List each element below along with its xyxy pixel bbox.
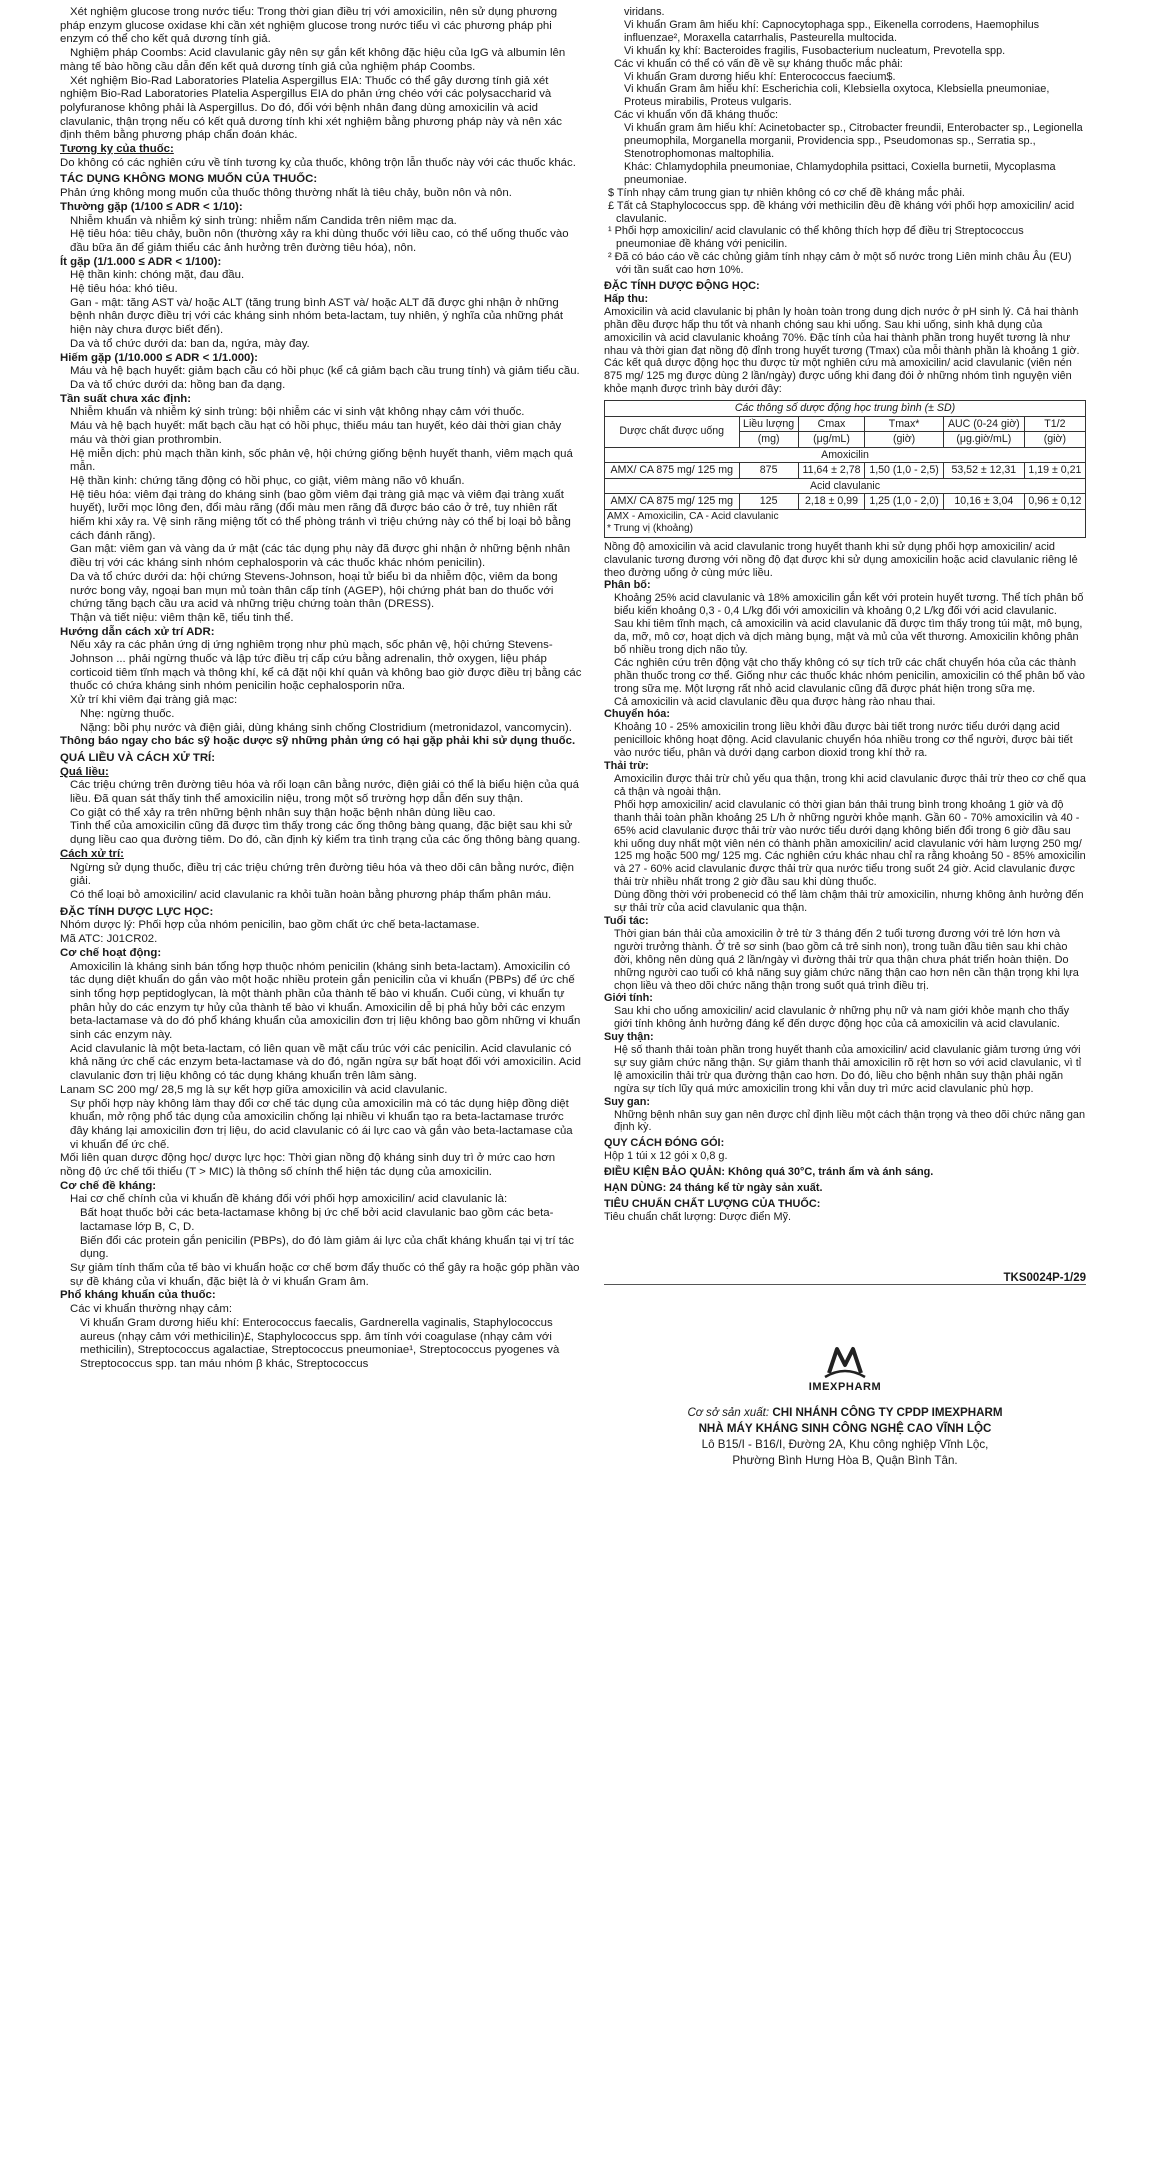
paragraph: Nồng độ amoxicilin và acid clavulanic trong huyết thanh khi sử dụng phối hợp amoxicilin/ acid clavulanic tương đương với nồng độ đạt được khi sử dụng amoxicilin hoặc acid clavulanic riêng lẻ theo đường uống ở cùng mức liều.	[604, 540, 1078, 579]
section-heading: Hướng dẫn cách xử trí ADR:	[60, 625, 215, 638]
paragraph: Hệ tiêu hóa: khó tiêu.	[70, 283, 178, 296]
paragraph: Ngừng sử dụng thuốc, điều trị các triệu chứng trên đường tiêu hóa và theo dõi cân bằng nước, điện giải.	[70, 861, 574, 888]
section-heading: ĐIỀU KIỆN BẢO QUẢN: Không quá 30°C, tránh ẩm và ánh sáng.	[604, 1166, 934, 1179]
table-caption: Các thông số dược động học trung bình (± SD)	[605, 401, 1086, 417]
paragraph: Máu và hệ bạch huyết: mất bạch cầu hạt có hồi phục, thiếu máu tan huyết, kéo dài thời gian chảy máu và thời gian prothrombin.	[70, 420, 562, 446]
paragraph: Các vi khuẩn có thể có vấn đề về sự kháng thuốc mắc phải:	[614, 57, 903, 70]
cell-thalf: 0,96 ± 0,12	[1024, 494, 1085, 510]
section-heading: Giới tính:	[604, 992, 653, 1005]
cell-dose: 125	[739, 494, 798, 510]
paragraph: Xét nghiệm Bio-Rad Laboratories Platelia Aspergillus EIA: Thuốc có thể gây dương tính giả xét nghiệm Bio-Rad Laboratories Platelia Aspergillus EIA do phản ứng chéo với các polysaccharid và polyfuranose không phải là Aspergillus. Do đó, đối với bệnh nhân đang dùng amoxicilin và acid clavulanic, thận trọng nếu có kết quả dương tính khi xét nghiệm bằng phương pháp này và nên xác định thêm bằng phương pháp chẩn đoán khác.	[60, 74, 562, 142]
cell-tmax: 1,25 (1,0 - 2,0)	[865, 494, 944, 510]
header-thalf: T1/2	[1024, 416, 1085, 432]
paragraph: Sự giảm tính thấm của tế bào vi khuẩn hoặc cơ chế bơm đẩy thuốc có thể gây ra hoặc góp phần vào sự đề kháng của vi khuẩn, đặc biệt là ở vi khuẩn Gram âm.	[70, 1261, 580, 1288]
group-amoxicilin: Amoxicilin	[605, 447, 1086, 463]
section-heading: Phổ kháng khuẩn của thuốc:	[60, 1289, 216, 1302]
cell-thalf: 1,19 ± 0,21	[1024, 463, 1085, 479]
paragraph: Nhẹ: ngừng thuốc.	[80, 707, 175, 720]
paragraph: Nặng: bồi phụ nước và điện giải, dùng kháng sinh chống Clostridium (metronidazol, vancomycin).	[80, 721, 572, 734]
paragraph: Vi khuẩn Gram dương hiếu khí: Enterococcus faecium$.	[624, 70, 896, 83]
paragraph: Hệ tiêu hóa: viêm đại tràng do kháng sinh (bao gồm viêm đại tràng giả mạc và viêm đại tràng xuất huyết), lưỡi mọc lông đen, đổi màu răng (đổi màu men răng đã được báo cáo ở trẻ, tuy nhiên rất hiếm khi xảy ra. Vệ sinh răng miệng tốt có thể phòng tránh vì triệu chứng này có thể bị loại bỏ bằng cách đánh răng).	[70, 488, 571, 542]
paragraph: Vi khuẩn gram âm hiếu khí: Acinetobacter sp., Citrobacter freundii, Enterobacter sp., Legionella pneumophila, Morganella morganii, Providencia spp., Pseudomonas sp., Serratia sp., Stenotrophomonas maltophilia.	[624, 122, 1083, 160]
section-heading: Hấp thu:	[604, 292, 649, 305]
address-line-2: Phường Bình Hưng Hòa B, Quận Bình Tân.	[732, 1453, 958, 1467]
unit-thalf: (giờ)	[1024, 432, 1085, 448]
paragraph: Sau khi cho uống amoxicilin/ acid clavulanic ở những phụ nữ và nam giới khỏe mạnh cho thấy giới tính không ảnh hưởng đáng kể đến dược động học của cả amoxicilin và acid clavulanic.	[614, 1005, 1070, 1031]
section-heading: Suy gan:	[604, 1095, 650, 1108]
paragraph: Biến đổi các protein gắn penicilin (PBPs), do đó làm giảm ái lực của chất kháng khuẩn tại vị trí tác dụng.	[80, 1234, 574, 1261]
paragraph: Nhiễm khuẩn và nhiễm ký sinh trùng: bội nhiễm các vi sinh vật không nhạy cảm với thuốc.	[70, 406, 525, 419]
paragraph: Hai cơ chế chính của vi khuẩn đề kháng đối với phối hợp amoxicilin/ acid clavulanic là:	[70, 1193, 508, 1206]
brand-name: IMEXPHARM	[808, 1380, 882, 1393]
footnote: ¹ Phối hợp amoxicilin/ acid clavulanic có thể không thích hợp để điều trị Streptococcus pneumoniae đề kháng với penicilin.	[608, 225, 1024, 251]
paragraph: Vi khuẩn Gram dương hiếu khí: Enterococcus faecalis, Gardnerella vaginalis, Staphylococcus aureus (nhạy cảm với methicilin)£, Staphylococcus spp. âm tính với coagulase (nhạy cảm với methicilin), Streptococcus agalactiae, Streptococcus pneumoniae¹, Streptococcus pyogenes và Streptococcus spp. tan máu nhóm β khác, Streptococcus	[80, 1316, 560, 1370]
paragraph: Do không có các nghiên cứu về tính tương kỵ của thuốc, không trộn lẫn thuốc này với các thuốc khác.	[60, 156, 576, 169]
paragraph: Các vi khuẩn vốn đã kháng thuốc:	[614, 109, 779, 122]
paragraph: Khoảng 25% acid clavulanic và 18% amoxicilin gắn kết với protein huyết tương. Thể tích phân bố biểu kiến khoảng 0,3 - 0,4 L/kg đối với amoxicilin và khoảng 0,2 L/kg đối với acid clavulanic.	[614, 592, 1084, 618]
cell-auc: 10,16 ± 3,04	[943, 494, 1024, 510]
cell-cmax: 2,18 ± 0,99	[798, 494, 865, 510]
paragraph: Cả amoxicilin và acid clavulanic đều qua được hàng rào nhau thai.	[614, 695, 936, 708]
paragraph: Các triệu chứng trên đường tiêu hóa và rối loạn cân bằng nước, điện giải có thể là biểu hiện của quá liều. Đã quan sát thấy tinh thể amoxicilin niệu, trong một số trường hợp dẫn đến suy thận.	[70, 779, 579, 806]
imexpharm-logo	[604, 1343, 1086, 1393]
cell-tmax: 1,50 (1,0 - 2,5)	[865, 463, 944, 479]
paragraph: Co giật có thể xảy ra trên những bệnh nhân suy thận hoặc bệnh nhân dùng liều cao.	[70, 806, 496, 819]
divider	[604, 1284, 1086, 1285]
section-heading: Suy thận:	[604, 1031, 654, 1044]
paragraph: Vi khuẩn Gram âm hiếu khí: Escherichia coli, Klebsiella oxytoca, Klebsiella pneumoniae, Proteus mirabilis, Proteus vulgaris.	[624, 83, 1050, 109]
paragraph: Vi khuẩn kỵ khí: Bacteroides fragilis, Fusobacterium nucleatum, Prevotella spp.	[624, 44, 1006, 57]
paragraph: Các nghiên cứu trên động vật cho thấy không có sự tích trữ các chất chuyển hóa của các thành phần thuốc trong cơ thể. Giống như các thuốc khác nhóm penicilin, amoxicilin có thể phân bố vào trong sữa mẹ. Một lượng rất nhỏ acid clavulanic cũng đã được phát hiện trong sữa mẹ.	[614, 656, 1085, 695]
document-code: TKS0024P-1/29	[1003, 1271, 1086, 1284]
factory-name: NHÀ MÁY KHÁNG SINH CÔNG NGHỆ CAO VĨNH LỘC	[698, 1421, 992, 1435]
paragraph: Hộp 1 túi x 12 gói x 0,8 g.	[604, 1150, 728, 1163]
group-clavulanic: Acid clavulanic	[605, 478, 1086, 494]
table-notes	[605, 509, 1086, 537]
cell-dose: 875	[739, 463, 798, 479]
paragraph: Xử trí khi viêm đại tràng giả mạc:	[70, 694, 238, 707]
section-heading: Tần suất chưa xác định:	[60, 392, 192, 405]
section-heading: Thường gặp (1/100 ≤ ADR < 1/10):	[60, 200, 243, 213]
paragraph: Amoxicilin là kháng sinh bán tổng hợp thuộc nhóm penicilin (kháng sinh beta-lactam). Amoxicilin có tác dụng diệt khuẩn do gắn vào một hoặc nhiều protein gắn penicilin của vi khuẩn (PBPs) để ức chế sinh tổng hợp peptidoglycan, là một thành phần của thành tế bào vi khuẩn. Cuối cùng, vi khuẩn tự phân hủy do các enzym tự hủy của thành tế bào vi khuẩn. Amoxicilin dễ bị phá hủy bởi các enzym beta-lactamase và do đó phổ kháng khuẩn của amoxicilin đơn trị liệu không bao gồm những vi khuẩn sinh các enzym này.	[70, 960, 581, 1042]
subsection-heading: Cách xử trí:	[60, 847, 124, 860]
table-row	[605, 463, 1086, 479]
paragraph: Nếu xảy ra các phản ứng dị ứng nghiêm trọng như phù mạch, sốc phản vệ, hội chứng Stevens-Johnson ... phải ngừng thuốc và lập tức điều trị cấp cứu bằng adrenalin, thở oxygen, liệu pháp corticoid tiêm tĩnh mạch và thông khí, kể cả đặt nội khí quản và không bao giờ được điều trị bằng các thuốc có chứa kháng sinh nhóm penicilin hoặc cephalosporin nữa.	[70, 639, 582, 693]
paragraph: Nhiễm khuẩn và nhiễm ký sinh trùng: nhiễm nấm Candida trên niêm mạc da.	[70, 214, 457, 227]
cell-drug: AMX/ CA 875 mg/ 125 mg	[605, 463, 740, 479]
section-heading: HẠN DÙNG: 24 tháng kể từ ngày sản xuất.	[604, 1182, 823, 1195]
section-heading: ĐẶC TÍNH DƯỢC ĐỘNG HỌC:	[604, 280, 760, 293]
paragraph: Các kết quả dược động học thu được từ một nghiên cứu mà amoxicilin/ acid clavulanic (viên nén 875 mg/ 125 mg được dùng 2 lần/ngày) được uống khi đang đói ở những nhóm tình nguyện viên khỏe mạnh được trình bày dưới đây:	[604, 357, 1072, 396]
paragraph: Acid clavulanic là một beta-lactam, có liên quan về mặt cấu trúc với các penicilin. Acid clavulanic có khả năng ức chế các enzym beta-lactamase và do đó, ngăn ngừa sự bất hoạt đối với amoxicilin. Acid clavulanic đơn trị liệu không có tác dụng kháng khuẩn trên lâm sàng.	[70, 1042, 581, 1083]
paragraph: Amoxicilin và acid clavulanic bị phân ly hoàn toàn trong dung dịch nước ở pH sinh lý. Cả hai thành phần đều được hấp thu tốt và nhanh chóng sau khi uống. Sau khi uống, sinh khả dụng của amoxicilin và acid clavulanic khoảng 70%. Đặc tính của hai thành phần trong huyết tương là như nhau và thời gian đạt nồng độ đỉnh trong huyết tương (Tmax) của mỗi thành phần là khoảng 1 giờ.	[604, 305, 1080, 357]
paragraph: Hệ miễn dịch: phù mạch thần kinh, sốc phản vệ, hội chứng giống bệnh huyết thanh, viêm mạch quá mẫn.	[70, 447, 573, 474]
subsection-heading: Tương kỵ của thuốc:	[60, 143, 174, 156]
paragraph: Tinh thể của amoxicilin cũng đã được tìm thấy trong các ống thông bàng quang, đặc biệt sau khi sử dụng liều cao qua đường tiêm. Do đó, cần định kỳ kiểm tra tình trạng của các ống thông bàng quang.	[70, 820, 581, 847]
unit-auc: (μg.giờ/mL)	[943, 432, 1024, 448]
section-heading: TÁC DỤNG KHÔNG MONG MUỐN CỦA THUỐC:	[60, 173, 318, 186]
pharmacokinetic-table	[604, 400, 1086, 538]
paragraph: Hệ tiêu hóa: tiêu chảy, buồn nôn (thường xảy ra khi dùng thuốc với liều cao, có thể uống thuốc vào đầu bữa ăn để giảm thiểu các ảnh hưởng trên đường tiêu hóa), nôn.	[70, 228, 569, 254]
left-column	[60, 6, 582, 1372]
header-dose: Liều lượng	[739, 416, 798, 432]
cell-auc: 53,52 ± 12,31	[943, 463, 1024, 479]
paragraph: Gan mật: viêm gan và vàng da ứ mật (các tác dụng phụ này đã được ghi nhận ở những bệnh nhân điều trị với các kháng sinh nhóm cephalosporin và các thuốc khác nhóm penicilin).	[70, 543, 571, 570]
section-heading: Chuyển hóa:	[604, 708, 670, 721]
footnote: ² Đã có báo cáo về các chủng giảm tính nhạy cảm ở một số nước trong Liên minh châu Âu (EU) với tần suất cao hơn 10%.	[608, 251, 1072, 277]
right-column-top	[604, 6, 1086, 396]
header-tmax: Tmax*	[865, 416, 944, 432]
unit-tmax: (giờ)	[865, 432, 944, 448]
right-column-bottom	[604, 541, 1086, 1224]
paragraph: Các vi khuẩn thường nhạy cảm:	[70, 1303, 232, 1316]
cell-drug: AMX/ CA 875 mg/ 125 mg	[605, 494, 740, 510]
paragraph: Tiêu chuẩn chất lượng: Dược điển Mỹ.	[604, 1210, 792, 1223]
paragraph: Thận và tiết niệu: viêm thận kẽ, tiểu tinh thể.	[70, 611, 294, 624]
imexpharm-logo-icon	[819, 1343, 871, 1381]
paragraph: Mối liên quan dược động học/ dược lực học: Thời gian nồng độ kháng sinh duy trì ở mức cao hơn nồng độ ức chế tối thiểu (T > MIC) là thông số chính thể hiện tác dụng của amoxicilin.	[60, 1152, 556, 1179]
manufacturer-name: CHI NHÁNH CÔNG TY CPDP IMEXPHARM	[772, 1405, 1003, 1419]
section-heading: Ít gặp (1/1.000 ≤ ADR < 1/100):	[60, 255, 222, 268]
paragraph: Hệ thần kinh: chứng tăng động có hồi phục, co giật, viêm màng não vô khuẩn.	[70, 474, 465, 487]
cell-cmax: 11,64 ± 2,78	[798, 463, 865, 479]
paragraph: Khoảng 10 - 25% amoxicilin trong liều khởi đầu được bài tiết trong nước tiểu dưới dạng acid penicilloic không hoạt động. Acid clavulanic chuyển hóa nhiều trong cơ thể người, được bài tiết vào nước tiểu, phân và dưới dạng carbon dioxid trong khí thở ra.	[614, 721, 1073, 760]
manufacturer-label: Cơ sở sản xuất:	[687, 1405, 770, 1419]
paragraph: Dùng đồng thời với probenecid có thể làm chậm thải trừ amoxicilin, nhưng không ảnh hưởng đến sự thải trừ của acid clavulanic qua thận.	[614, 889, 1084, 915]
paragraph: viridans.	[624, 6, 665, 18]
section-heading: Phân bố:	[604, 579, 651, 592]
section-heading: Tuổi tác:	[604, 914, 649, 927]
paragraph: Da và tổ chức dưới da: hồng ban đa dạng.	[70, 378, 286, 391]
section-heading: Thông báo ngay cho bác sỹ hoặc dược sỹ những phản ứng có hại gặp phải khi sử dụng thuốc.	[60, 735, 576, 748]
paragraph: Amoxicilin được thải trừ chủ yếu qua thận, trong khi acid clavulanic được thải trừ theo cơ chế qua cả thận và ngoài thận.	[614, 773, 1086, 798]
right-column	[604, 6, 1086, 1469]
paragraph: Hệ số thanh thải toàn phần trong huyết thanh của amoxicilin/ acid clavulanic giảm tương ứng với sự suy giảm chức năng thận. Sự giảm thanh thải amoxicilin rõ rệt hơn so với acid clavulanic, vì tỉ lệ amoxicilin thải trừ qua đường thận cao hơn. Do đó, liều cho bệnh nhân suy thận phải ngăn ngừa sự tích lũy quá mức amoxicilin trong khi vẫn duy trì mức acid clavulanic phù hợp.	[614, 1044, 1082, 1095]
paragraph: Vi khuẩn Gram âm hiếu khí: Capnocytophaga spp., Eikenella corrodens, Haemophilus influenzae², Moraxella catarrhalis, Pasteurella multocida.	[624, 18, 1040, 44]
section-heading: Hiếm gặp (1/10.000 ≤ ADR < 1/1.000):	[60, 351, 258, 364]
unit-cmax: (μg/mL)	[798, 432, 865, 448]
table-note-median: * Trung vị (khoảng)	[607, 523, 694, 535]
header-auc: AUC (0-24 giờ)	[943, 416, 1024, 432]
section-heading: QUÁ LIỀU VÀ CÁCH XỬ TRÍ:	[60, 751, 215, 764]
section-heading: Thải trừ:	[604, 760, 649, 773]
paragraph: Có thể loại bỏ amoxicilin/ acid clavulanic ra khỏi tuần hoàn bằng phương pháp thẩm phân máu.	[70, 889, 552, 901]
paragraph: Phản ứng không mong muốn của thuốc thông thường nhất là tiêu chảy, buồn nôn và nôn.	[60, 187, 512, 200]
section-heading: Cơ chế hoạt động:	[60, 946, 162, 959]
manufacturer-block	[604, 1405, 1086, 1469]
paragraph: Lanam SC 200 mg/ 28,5 mg là sự kết hợp giữa amoxicilin và acid clavulanic.	[60, 1083, 448, 1096]
table-note-abbrev: AMX - Amoxicilin, CA - Acid clavulanic	[607, 510, 779, 522]
paragraph: Hệ thần kinh: chóng mặt, đau đầu.	[70, 269, 245, 282]
header-cmax: Cmax	[798, 416, 865, 432]
paragraph: Xét nghiệm glucose trong nước tiểu: Trong thời gian điều trị với amoxicilin, nên sử dụng phương pháp enzym glucose oxidase khi cần xét nghiệm glucose trong nước tiểu vì các phương pháp phi enzym có thể cho kết quả dương tính giả.	[60, 6, 558, 46]
paragraph: Sau khi tiêm tĩnh mạch, cả amoxicilin và acid clavulanic đã được tìm thấy trong túi mật, mô bụng, da, mỡ, mô cơ, hoạt dịch và dịch màng bụng, mật và mủ của vết thương. Amoxicilin không phân bố nhiều trong dịch não tủy.	[614, 618, 1083, 656]
paragraph: Phối hợp amoxicilin/ acid clavulanic có thời gian bán thải trung bình trong khoảng 1 giờ và độ thanh thải toàn phần khoảng 25 L/h ở những người khỏe mạnh. Gần 60 - 70% amoxicilin và 40 - 65% acid clavulanic được thải trừ vào nước tiểu dưới dạng không biến đổi trong 6 giờ đầu sau khi uống duy nhất một viên nén có thành phần amoxicilin/ acid clavulanic với hàm lượng 250 mg/ 125 mg hoặc 500 mg/ 125 mg. Các nghiên cứu khác nhau chỉ ra rằng khoảng 50 - 85% amoxicilin và 27 - 60% acid clavulanic được thải trừ qua nước tiểu trong suốt 24 giờ. Acid clavulanic được thải trừ nhiều nhất trong 2 giờ đầu sau khi dùng thuốc.	[614, 798, 1086, 889]
paragraph: Nghiệm pháp Coombs: Acid clavulanic gây nên sự gắn kết không đặc hiệu của IgG và albumin lên màng tế bào hồng cầu dẫn đến kết quả dương tính giả của nghiệm pháp Coombs.	[60, 47, 566, 73]
paragraph: Mã ATC: J01CR02.	[60, 933, 158, 946]
paragraph: Nhóm dược lý: Phối hợp của nhóm penicilin, bao gồm chất ức chế beta-lactamase.	[60, 919, 480, 932]
section-heading: Cơ chế đề kháng:	[60, 1179, 157, 1192]
section-heading: TIÊU CHUẨN CHẤT LƯỢNG CỦA THUỐC:	[604, 1198, 821, 1210]
section-heading: ĐẶC TÍNH DƯỢC LỰC HỌC:	[60, 905, 214, 918]
paragraph: Bất hoạt thuốc bởi các beta-lactamase không bị ức chế bởi acid clavulanic bao gồm các beta-lactamase lớp B, C, D.	[80, 1207, 554, 1233]
paragraph: Máu và hệ bạch huyết: giảm bạch cầu có hồi phục (kể cả giảm bạch cầu trung tính) và giảm tiểu cầu.	[70, 365, 580, 378]
subsection-heading: Quá liều:	[60, 765, 109, 778]
unit-dose: (mg)	[739, 432, 798, 448]
paragraph: Da và tổ chức dưới da: ban da, ngứa, mày đay.	[70, 337, 310, 350]
paragraph: Những bệnh nhân suy gan nên được chỉ định liều một cách thận trọng và theo dõi chức năng gan định kỳ.	[614, 1108, 1086, 1134]
header-drug: Dược chất được uống	[605, 416, 740, 447]
section-heading: QUY CÁCH ĐÓNG GÓI:	[604, 1137, 725, 1150]
paragraph: Gan - mật: tăng AST và/ hoặc ALT (tăng trung bình AST và/ hoặc ALT đã được ghi nhận ở những bệnh nhân được điều trị với các kháng sinh nhóm beta-lactam, tuy nhiên, ý nghĩa của những phát hiện này chưa được biết đến).	[70, 296, 564, 337]
address-line-1: Lô B15/I - B16/I, Đường 2A, Khu công nghiệp Vĩnh Lộc,	[701, 1437, 989, 1451]
paragraph: Khác: Chlamydophila pneumoniae, Chlamydophila psittaci, Coxiella burnetii, Mycoplasma pneumoniae.	[624, 160, 1056, 186]
table-row	[605, 494, 1086, 510]
footnote: £ Tất cả Staphylococcus spp. đề kháng với methicilin đều đề kháng với phối hợp amoxicilin/ acid clavulanic.	[608, 199, 1075, 225]
paragraph: Sự phối hợp này không làm thay đổi cơ chế tác dụng của amoxicilin mà có tác dụng hiệp đồng diệt khuẩn, mở rộng phổ tác dụng của amoxicilin chống lại nhiều vi khuẩn tạo ra beta-lactamase trước đây kháng lại amoxicilin đơn trị liệu, do acid clavulanic có ái lực cao và gắn vào beta-lactamase của vi khuẩn để ức chế.	[70, 1097, 573, 1151]
footnote: $ Tính nhạy cảm trung gian tự nhiên không có cơ chế đề kháng mắc phải.	[608, 186, 965, 199]
paragraph: Thời gian bán thải của amoxicilin ở trẻ từ 3 tháng đến 2 tuổi tương đương với trẻ lớn hơn và người trưởng thành. Ở trẻ sơ sinh (bao gồm cả trẻ sinh non), trong tuần đầu tiên sau khi chào đời, không nên dùng quá 2 lần/ngày vì đường thải trừ qua thận chưa phát triển hoàn thiện. Do những người cao tuổi có khả năng suy giảm chức năng thận cao hơn nên cần thận trọng khi lựa chọn liều và theo dõi chức năng thận trong suốt quá trình điều trị.	[614, 927, 1079, 992]
paragraph: Da và tổ chức dưới da: hội chứng Stevens-Johnson, hoại tử biểu bì da nhiễm độc, viêm da bong nước bong vảy, ngoại ban mụn mủ toàn thân cấp tính (AGEP), hội chứng phát ban do thuốc với chứng tăng bạch cầu ưa acid và những triệu chứng toàn thân (DRESS).	[70, 570, 558, 611]
